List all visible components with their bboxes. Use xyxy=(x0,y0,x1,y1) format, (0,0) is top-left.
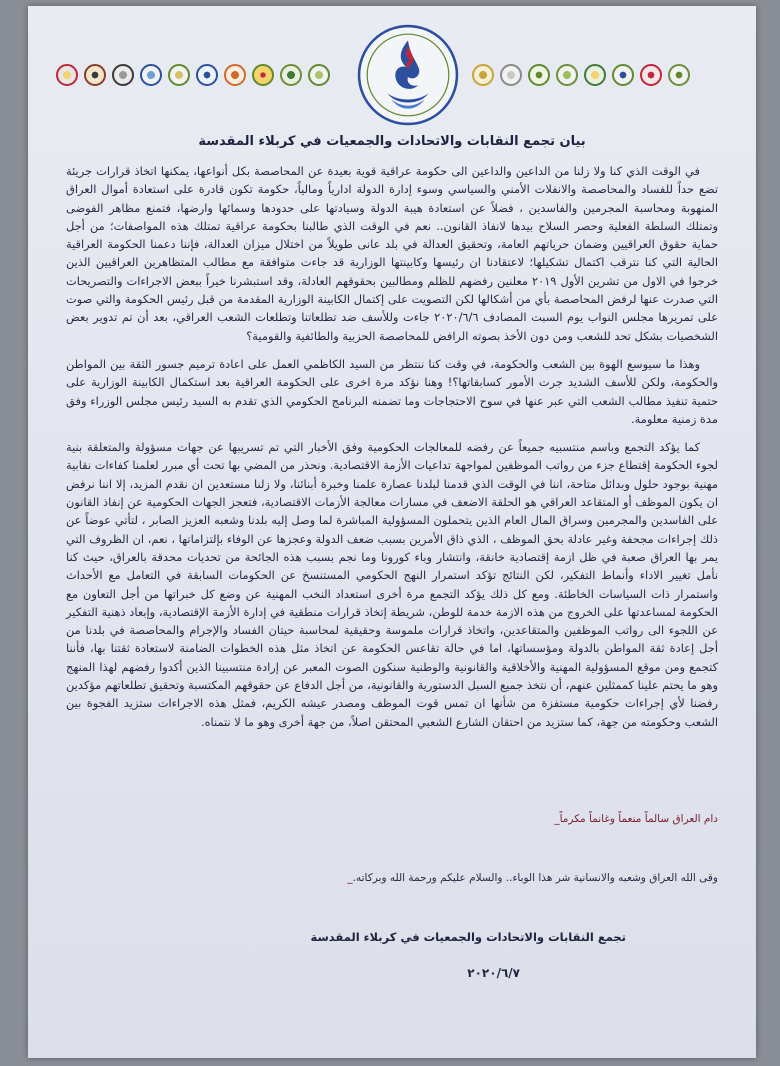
member-logo-icon xyxy=(196,64,218,86)
document-title: بيان تجمع النقابات والاتحادات والجمعيات في كربلاء المقدسة xyxy=(198,134,586,149)
signature: تجمع النقابات والاتحادات والجمعيات في كربلاء المقدسة xyxy=(310,930,626,944)
member-logo-icon xyxy=(584,64,606,86)
document-sheet xyxy=(28,6,756,1058)
member-logo-icon xyxy=(84,64,106,86)
closing-prayer: دام العراق سالماً منعماً وغانماً مكرماً_ xyxy=(554,813,718,825)
member-logo-icon xyxy=(668,64,690,86)
member-logo-icon xyxy=(168,64,190,86)
member-logo-icon xyxy=(56,64,78,86)
member-logo-icon xyxy=(640,64,662,86)
member-logo-icon xyxy=(280,64,302,86)
closing-line: وقى الله العراق وشعبه والانسانية شر هذا الوباء.. والسلام عليكم ورحمة الله وبركاته._ xyxy=(347,872,718,884)
statement-body xyxy=(66,162,718,741)
logo-strip xyxy=(48,16,736,126)
member-logo-icon xyxy=(140,64,162,86)
member-logo-icon xyxy=(224,64,246,86)
paragraph: وهذا ما سيوسع الهوة بين الشعب والحكومة، في وقت كنا ننتظر من السيد الكاظمي العمل على اعادة ترميم جسور الثقة بين المواطن والحكومة، ولكن للأسف الشديد جرت الأمور كسابقاتها؟! وهنا نؤكد مرة اخرى على الحكومة العراقية بعد استكمال الكابينة الوزارية على حتمية تنفيذ مطالب الشعب التي عبر عنها في سوح الاحتجاجات وما تضمنه البرنامج الحكومي الذي تقدم به السيد رئيس مجلس الوزراء وفق مدة زمنية معلومة. xyxy=(66,356,718,426)
member-logo-icon xyxy=(252,64,274,86)
paragraph: كما يؤكد التجمع وباسم منتسبيه جميعاً عن رفضه للمعالجات الحكومية وفق الأخبار التي تم تسريبها عن جهات مسؤولة والمتعلقة بنية لجوء الحكومة إقتطاع جزء من رواتب الموظفين لمواجهة تداعيات الأزمة الاقتصادية. ونحذر من المضي بها تحت أي مبرر لعلمنا كفاءات نقابية مهنية بوجود حلول وبدائل متاحة، اننا في الوقت الذي قدمنا لبلدنا عصارة علمنا وخبرة أبنائنا، ولا زلنا مستعدين ان نقدم المزيد، إلا اننا نرفض ان يكون الموظف أو المتقاعد العراقي هو الحلقة الاضعف في مسارات معالجة الأزمات الاقتصادية، فتعجز الجهات الحكومية عن إنفاذ القانون على الفاسدين والمجرمين وسراق المال العام الذين يتحملون المسؤولية المباشرة لما وصل إليه بلدنا وشعبه العزيز الصابر ، لتأتي عوضاً عن ذلك إجراءات مجحفة وغير عادلة بحق الموظف ، الذي ذاق الأمرين بسبب ضعف الدولة وعجزها عن الوفاء بإلتزاماتها ، نعم، ان الظروف التي يمر بها العراق صعبة في ظل ازمة إقتصادية خانقة، وانتشار وباء كورونا وما نجم بسبب هذه الجائحة من تحديات محدقة بالعراق، حيث كنا نأمل تغيير الاداء وأنماط التفكير، لكن النتائج تؤكد استمرار النهج الحكومي المستنسخ عن الحكومات السابقة في التعامل مع الأحداث واستمرار ذات السياسات الخاطئة. ومع كل ذلك يؤكد التجمع مرة أخرى استعداد النخب المهنية عن وضع كل خبراتها من أجل التعاون مع الحكومة لمساعدتها على الخروج من هذه الازمة خدمة للوطن، شريطة إتخاذ قرارات منطقية في إدارة الأزمة الإقتصادية، وإبعاد ذهنية التفكير عن اللجوء الى رواتب الموظفين والمتقاعدين، واتخاذ قرارات ملموسة وحقيقية لمحاسبة حيتان الفساد والإجرام والمحاصصة في بلدنا من أجل إعادة ثقة المواطن بالدولة ومؤسساتها، اما في حالة تقاعس الحكومة عن اتخاذ مثل هذه الخطوات الضامنة لاستعادة ثقتنا بها، فأننا كتجمع ومن موقع المسؤولية المهنية والأخلاقية والقانونية والوطنية سنكون الصوت المعبر عن إرادة منتسبينا الذين أكدوا رفضهم لهذا المنهج وهو ما يحتم علينا كممثلين عنهم، أن نتخذ جميع السبل الدستورية والقانونية، من أجل الدفاع عن حقوقهم المكتسبة وتحقيق تطلعاتهم مؤكدين رفضنا لأي إجراءات حكومية مستفزة من شأنها ان تمس قوت الموظف ومصدر عيشه الكريم، فمثل هذه الاجراءات ستزيد الفجوة بين الشعب وحكومته من جهة، كما ستزيد من احتقان الشارع الشعبي المحتقن اصلاً، من جهة أخرى وهو ما لا نتمناه. xyxy=(66,440,718,729)
member-logo-icon xyxy=(500,64,522,86)
member-logo-icon xyxy=(528,64,550,86)
paragraph: في الوقت الذي كنا ولا زلنا من الداعين والداعين الى حكومة عراقية قوية بعيدة عن المحاصصة بكل أنواعها، يمكنها اتخاذ قرارات جريئة تضع حداً للفساد والمحاصصة والانفلات الأمني والسياسي وسوء إدارة الدولة ادارياً ومالياً، حكومة تكون قادرة على استعادة أموال العراق المنهوبة ومحاسبة المجرمين والفاسدين ، فضلاً عن استعادة هيبة الدولة وسيادتها على حدودها وسمائها وارضها، فتمنع مظاهر الفوضى وتمتلك السلطة الفعلية وحصر السلاح بيدها لانفاذ القانون.. نعم في الوقت الذي طالبنا بحكومة عراقية تمتلك هذه المواصفات؛ من أجل حماية حقوق العراقيين وضمان حرياتهم العامة، وتحقيق العدالة في بلد عانى طويلاً من اختلال ميزان العدالة، فإننا دعمنا الحكومة العراقية الحالية التي كنا نترقب اكتمال تشكيلها؛ لاعتقادنا ان رئيسها وكابينتها الوزارية قد جاءت متوافقة مع مطالب المتظاهرين العراقيين الذين خرجوا في الاول من تشرين الأول ٢٠١٩ معلنين رفضهم للظلم ومطالبين بحقوقهم العادلة، وقد استبشرنا خيراً ببعض الاجراءات والتصريحات التي صدرت عنها لرفض المحاصصة بأي من أشكالها لكن التصويت على إكتمال الكابينة الوزارية المقدمة من قبل رئيس الحكومة والتي صوت على تمريرها مجلس النواب يوم السبت المصادف ٢٠٢٠/٦/٦ جاءت وللأسف ضد تطلعاتنا وتطلعات الشعب العراقي، بعد أن تم تدوير بعض الشخصيات بشكل تحد للشعب ومن دون الأخذ بصوته الرافض للمحاصصة الحزبية والطائفية والقومية؟ xyxy=(66,164,719,343)
union-emblem-logo-icon xyxy=(357,24,459,126)
member-logo-icon xyxy=(556,64,578,86)
member-logo-icon xyxy=(308,64,330,86)
member-logo-icon xyxy=(472,64,494,86)
member-logo-icon xyxy=(112,64,134,86)
member-logo-icon xyxy=(612,64,634,86)
document-date: ٢٠٢٠/٦/٧ xyxy=(467,966,520,980)
